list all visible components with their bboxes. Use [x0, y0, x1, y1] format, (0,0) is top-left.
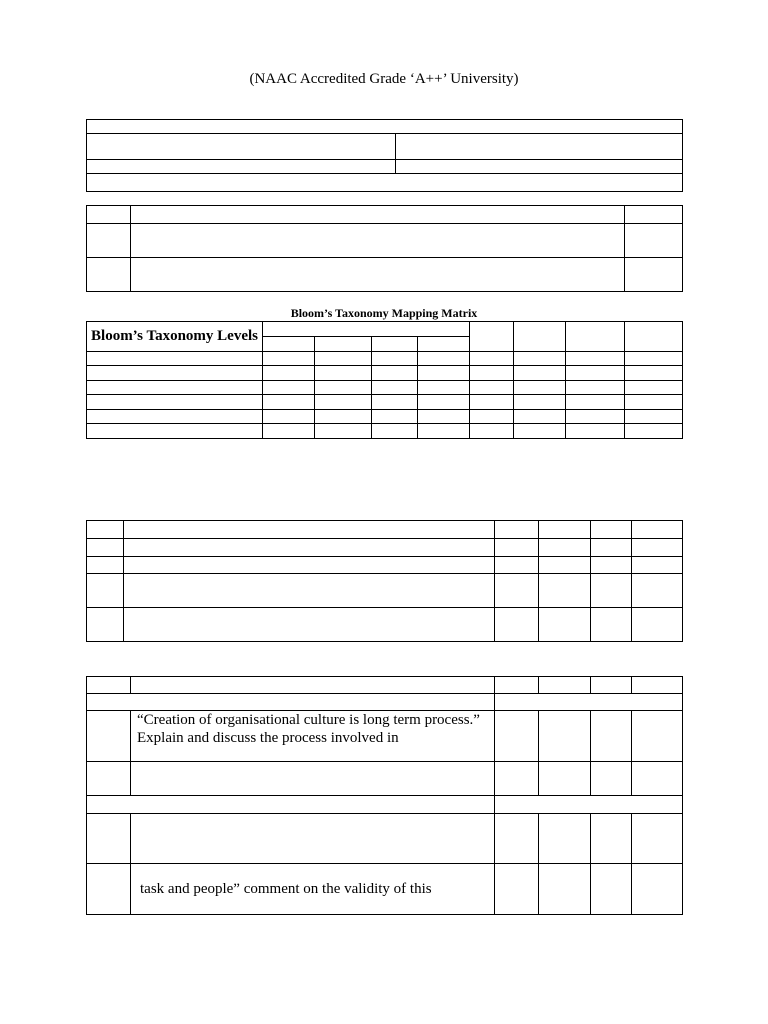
table-cell [124, 557, 495, 574]
table-cell [372, 366, 418, 381]
table-cell [315, 410, 372, 424]
table-cell [625, 366, 683, 381]
table-cell [263, 366, 315, 381]
table-cell [566, 366, 625, 381]
table-cell [514, 395, 566, 410]
table-cell [495, 539, 539, 557]
table-cell [87, 814, 131, 864]
table-cell [315, 381, 372, 395]
table-cell [591, 762, 632, 796]
table-cell [87, 539, 124, 557]
table-cell [625, 206, 683, 224]
table-cell [632, 608, 683, 642]
table-cell [514, 366, 566, 381]
table-cell [87, 366, 263, 381]
table-cell [625, 322, 683, 352]
table-cell [372, 410, 418, 424]
table-cell [514, 381, 566, 395]
table-cell [591, 864, 632, 915]
table-cell [87, 711, 131, 762]
page-header: (NAAC Accredited Grade ‘A++’ University) [249, 71, 519, 87]
table-cell [625, 410, 683, 424]
table-cell [263, 352, 315, 366]
table-cell [87, 395, 263, 410]
table-cell [591, 677, 632, 694]
table-cell [539, 814, 591, 864]
table-cell [495, 694, 683, 711]
table-cell [87, 206, 131, 224]
table-cell [566, 410, 625, 424]
table-cell [418, 424, 470, 439]
table-cell [418, 395, 470, 410]
info-cell [87, 160, 396, 174]
table-cell [372, 424, 418, 439]
table-cell [470, 381, 514, 395]
table-cell [514, 352, 566, 366]
table-cell [625, 424, 683, 439]
table-cell [566, 395, 625, 410]
table-cell [539, 864, 591, 915]
table-cell [372, 352, 418, 366]
table-cell [591, 521, 632, 539]
table-cell [591, 557, 632, 574]
table-cell [470, 395, 514, 410]
section-a-table [86, 520, 683, 642]
question-text: “Creation of organisational culture is long term process.” Explain and discuss the process involved in [131, 711, 495, 762]
table-cell [124, 608, 495, 642]
table-cell [263, 381, 315, 395]
table-cell [495, 796, 683, 814]
table-cell [495, 762, 539, 796]
table-cell [514, 410, 566, 424]
table-cell [539, 557, 591, 574]
table-cell [495, 711, 539, 762]
table-cell [470, 352, 514, 366]
table-cell [131, 224, 625, 258]
table-cell [625, 381, 683, 395]
table-cell [539, 762, 591, 796]
info-cell [396, 134, 683, 160]
table-cell [315, 352, 372, 366]
table-cell [591, 814, 632, 864]
table-cell [87, 424, 263, 439]
table-cell [372, 395, 418, 410]
matrix-title: Bloom’s Taxonomy Mapping Matrix [290, 306, 478, 320]
table-cell [625, 395, 683, 410]
table-cell [263, 410, 315, 424]
table-cell [87, 864, 131, 915]
table-cell [566, 424, 625, 439]
table-cell [514, 424, 566, 439]
table-cell [87, 410, 263, 424]
table-cell [124, 539, 495, 557]
table-cell [87, 352, 263, 366]
table-cell [632, 574, 683, 608]
info-row [87, 174, 683, 192]
exam-info-table [86, 119, 683, 192]
table-cell [495, 574, 539, 608]
table-cell [514, 322, 566, 352]
table-cell [87, 521, 124, 539]
table-cell [470, 366, 514, 381]
table-cell [87, 258, 131, 292]
table-cell [418, 366, 470, 381]
table-cell [470, 322, 514, 352]
table-cell [315, 366, 372, 381]
table-cell [495, 521, 539, 539]
table-cell [495, 864, 539, 915]
table-cell [263, 424, 315, 439]
table-cell [87, 694, 495, 711]
table-cell [566, 381, 625, 395]
blooms-levels-header: Bloom’s Taxonomy Levels [87, 322, 263, 352]
info-row [87, 120, 683, 134]
table-cell [539, 574, 591, 608]
table-cell [124, 521, 495, 539]
table-cell [315, 395, 372, 410]
table-cell [539, 521, 591, 539]
table-cell [632, 539, 683, 557]
table-cell [566, 322, 625, 352]
table-cell [591, 608, 632, 642]
table-cell [418, 381, 470, 395]
table-cell [87, 557, 124, 574]
table-cell [539, 539, 591, 557]
table-cell [495, 608, 539, 642]
table-cell [539, 677, 591, 694]
table-cell [625, 352, 683, 366]
table-cell [625, 224, 683, 258]
table-cell [632, 711, 683, 762]
table-cell [263, 337, 315, 352]
table-cell [263, 322, 470, 337]
table-cell [632, 864, 683, 915]
table-cell [87, 608, 124, 642]
table-cell [495, 677, 539, 694]
info-cell [87, 134, 396, 160]
table-cell [87, 762, 131, 796]
table-cell [632, 521, 683, 539]
table-cell [124, 574, 495, 608]
table-cell [131, 814, 495, 864]
table-cell [418, 410, 470, 424]
table-cell [131, 206, 625, 224]
table-cell [591, 539, 632, 557]
table-cell [625, 258, 683, 292]
table-cell [495, 557, 539, 574]
table-cell [87, 381, 263, 395]
table-cell [418, 352, 470, 366]
table-cell [539, 608, 591, 642]
table-cell [131, 258, 625, 292]
table-cell [87, 224, 131, 258]
table-cell [315, 337, 372, 352]
table-cell [131, 677, 495, 694]
table-cell [632, 557, 683, 574]
table-cell [591, 711, 632, 762]
table-cell [87, 796, 495, 814]
table-cell [632, 814, 683, 864]
table-cell [87, 677, 131, 694]
table-cell [470, 424, 514, 439]
table-cell [372, 381, 418, 395]
info-cell [396, 160, 683, 174]
table-cell [372, 337, 418, 352]
table-cell [539, 711, 591, 762]
table-cell [315, 424, 372, 439]
table-cell [418, 337, 470, 352]
question-text: task and people” comment on the validity of this [131, 864, 495, 915]
table-cell [470, 410, 514, 424]
section-b-table [86, 676, 683, 915]
table-cell [87, 574, 124, 608]
table-cell [591, 574, 632, 608]
table-cell [632, 762, 683, 796]
table-cell [566, 352, 625, 366]
table-cell [495, 814, 539, 864]
table-cell [131, 762, 495, 796]
table-cell [632, 677, 683, 694]
course-outcomes-table [86, 205, 683, 292]
table-cell [263, 395, 315, 410]
blooms-matrix-table [86, 321, 683, 439]
